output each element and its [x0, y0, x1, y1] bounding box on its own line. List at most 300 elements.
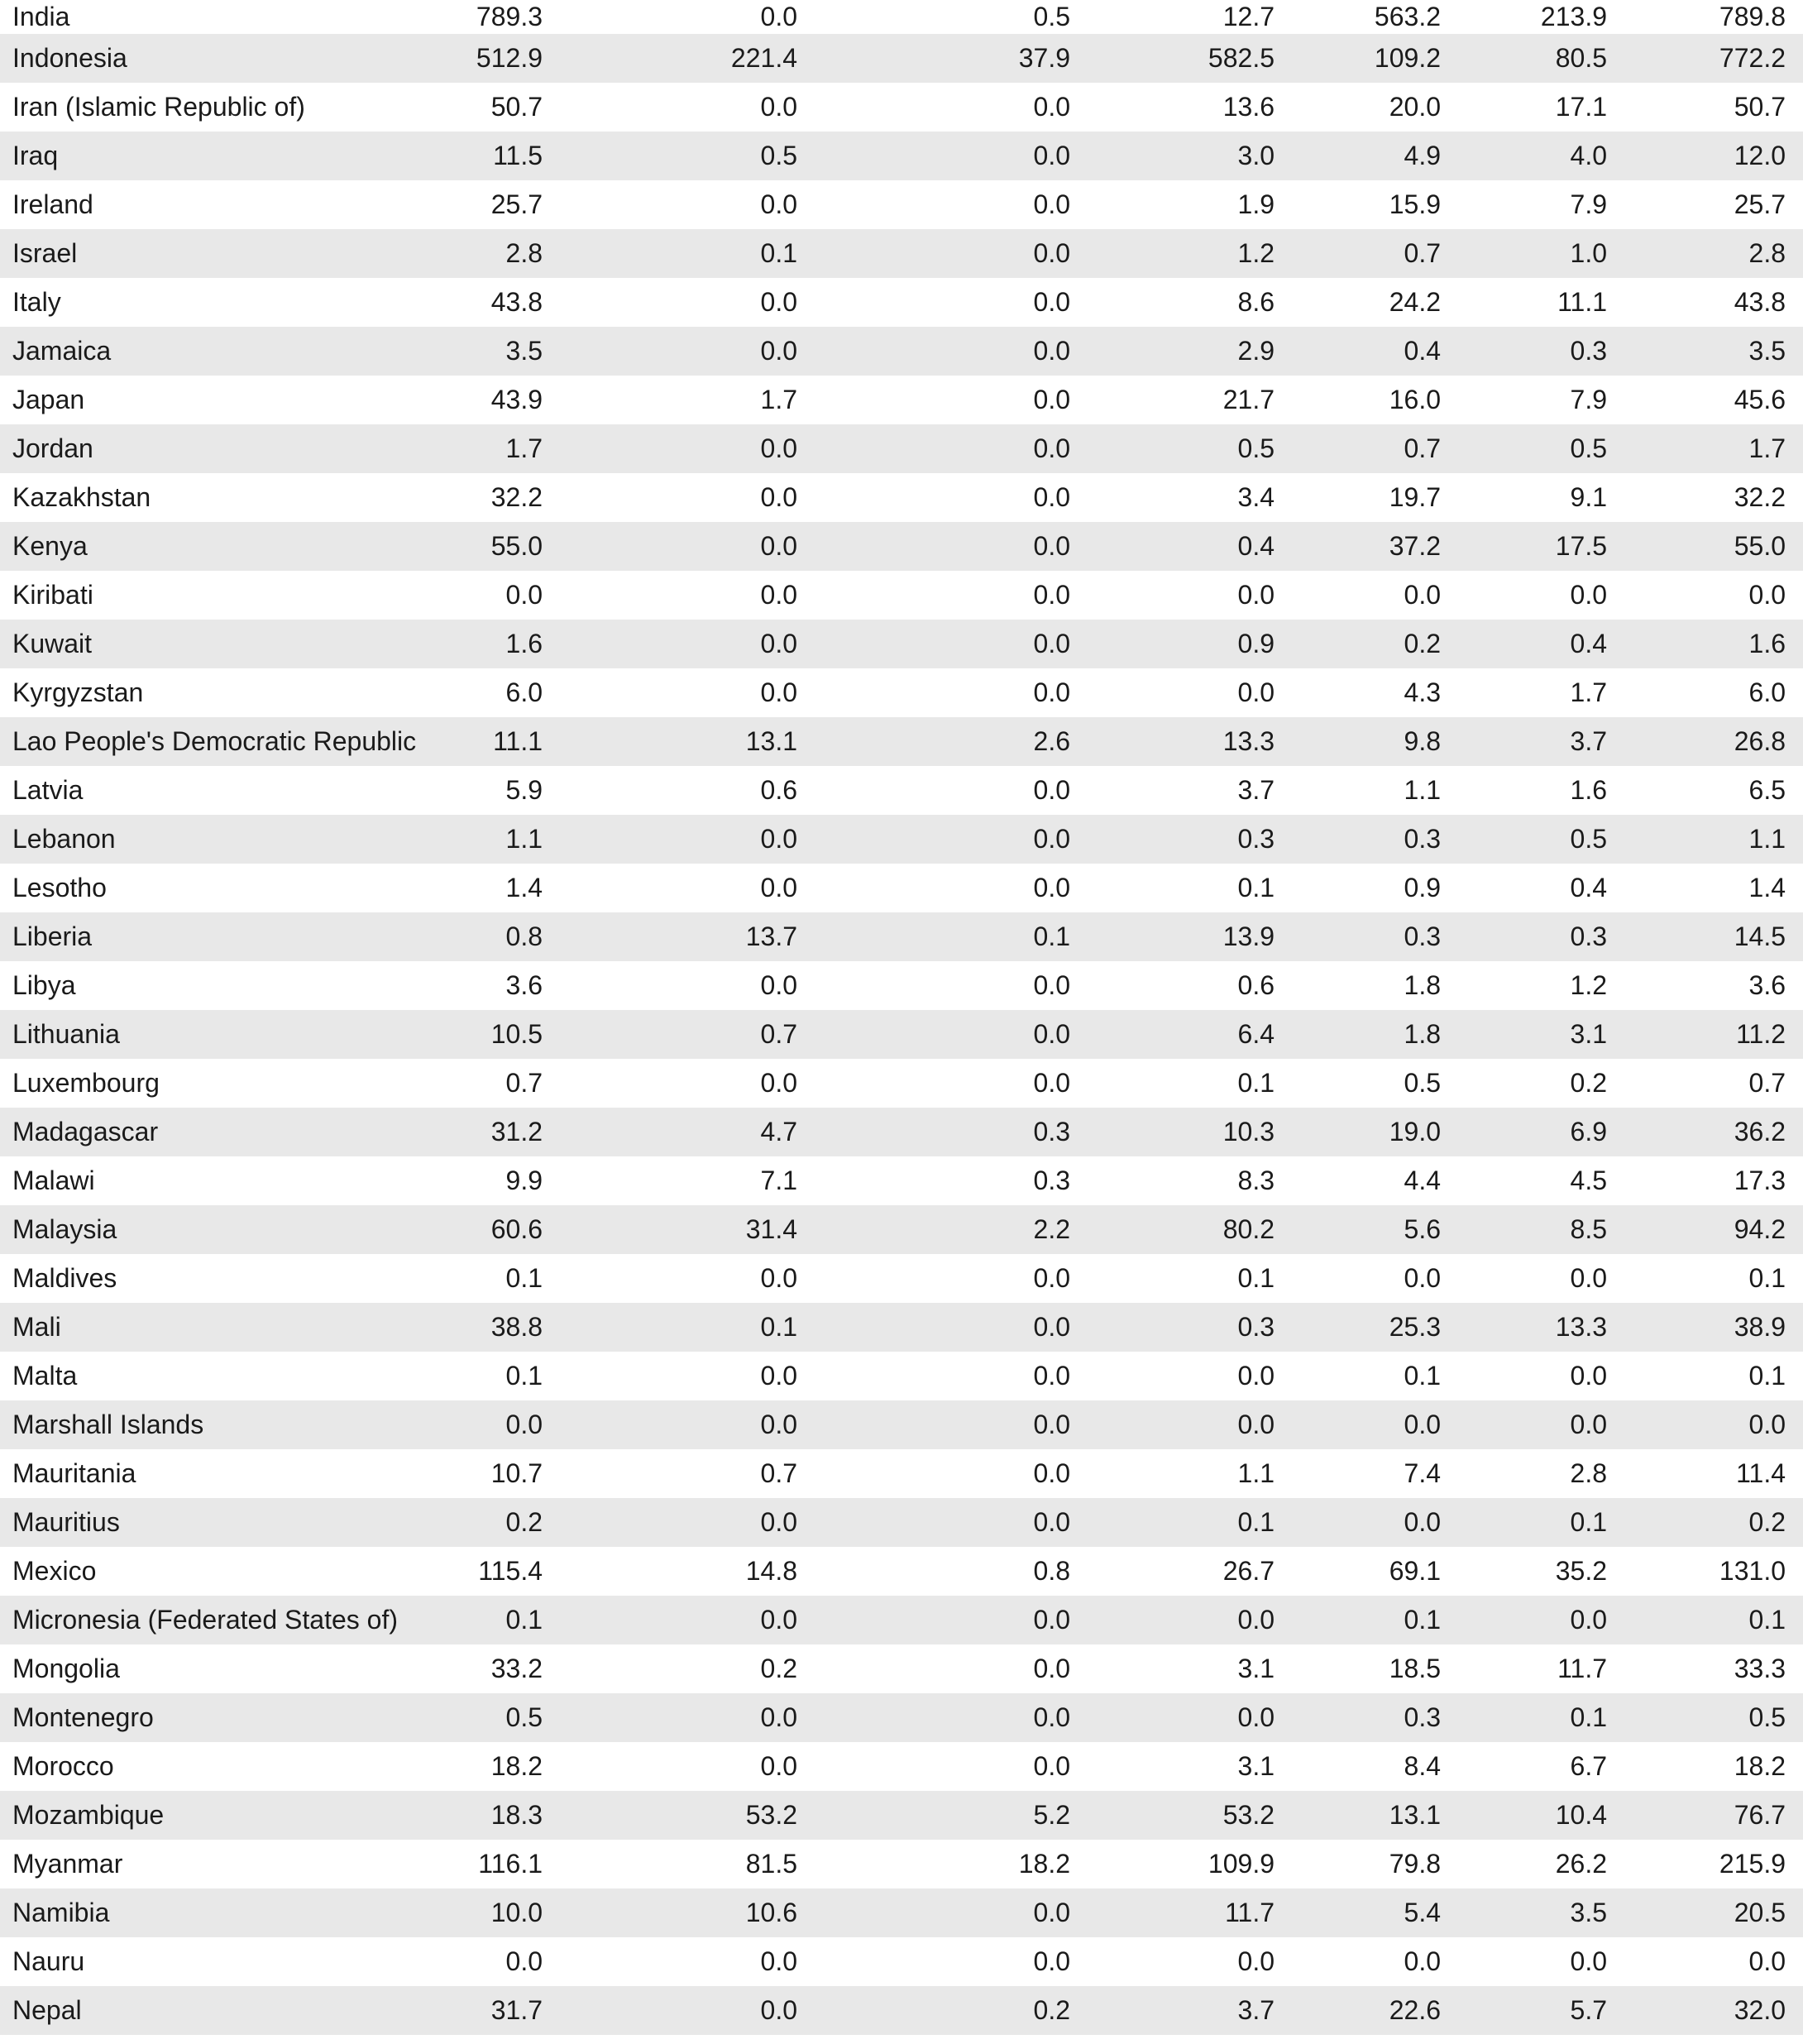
value-cell-col-7: 25.7	[1734, 189, 1786, 219]
value-cell-col-6: 7.9	[1570, 385, 1607, 414]
value-cell-col-5: 0.3	[1404, 921, 1441, 951]
value-cell-col-1: 3.6	[505, 970, 543, 1000]
country-name-cell: Mexico	[12, 1556, 97, 1586]
value-cell-col-3: 0.0	[1033, 1946, 1070, 1976]
value-cell-col-1: 10.0	[490, 1898, 543, 1927]
value-cell-col-2: 0.0	[760, 1507, 797, 1537]
value-cell-col-3: 0.0	[1033, 1898, 1070, 1927]
value-cell-col-7: 32.0	[1734, 1995, 1786, 2025]
value-cell-col-7: 55.0	[1734, 531, 1786, 561]
value-cell-col-5: 0.0	[1404, 1946, 1441, 1976]
value-cell-col-3: 18.2	[1018, 1849, 1070, 1879]
value-cell-col-2: 0.1	[760, 238, 797, 268]
value-cell-col-2: 0.0	[760, 1361, 797, 1391]
value-cell-col-5: 0.2	[1404, 629, 1441, 658]
value-cell-col-3: 0.2	[1033, 1995, 1070, 2025]
value-cell-col-5: 13.1	[1389, 1800, 1441, 1830]
value-cell-col-1: 0.5	[505, 1702, 543, 1732]
country-name-cell: Micronesia (Federated States of)	[12, 1605, 398, 1635]
value-cell-col-3: 0.3	[1033, 1166, 1070, 1195]
value-cell-col-3: 0.3	[1033, 1117, 1070, 1146]
value-cell-col-4: 1.9	[1237, 189, 1275, 219]
value-cell-col-7: 6.5	[1748, 775, 1786, 805]
table-row	[0, 1449, 1803, 1498]
value-cell-col-4: 26.7	[1222, 1556, 1275, 1586]
value-cell-col-2: 1.7	[760, 385, 797, 414]
value-cell-col-2: 0.6	[760, 775, 797, 805]
value-cell-col-6: 11.1	[1557, 287, 1607, 317]
country-name-cell: Malaysia	[12, 1214, 117, 1244]
value-cell-col-3: 0.0	[1033, 1263, 1070, 1293]
value-cell-col-5: 0.7	[1404, 238, 1441, 268]
value-cell-col-5: 4.9	[1404, 141, 1441, 170]
value-cell-col-5: 0.7	[1404, 433, 1441, 463]
value-cell-col-4: 0.0	[1237, 1946, 1275, 1976]
country-name-cell: Liberia	[12, 921, 93, 951]
value-cell-col-6: 11.7	[1557, 1654, 1607, 1683]
value-cell-col-3: 2.2	[1033, 1214, 1070, 1244]
country-name-cell: Latvia	[12, 775, 84, 805]
value-cell-col-7: 14.5	[1734, 921, 1786, 951]
value-cell-col-6: 3.1	[1570, 1019, 1607, 1049]
value-cell-col-5: 1.8	[1404, 970, 1441, 1000]
value-cell-col-3: 0.0	[1033, 1702, 1070, 1732]
value-cell-col-7: 131.0	[1719, 1556, 1786, 1586]
value-cell-col-7: 0.1	[1748, 1605, 1786, 1635]
value-cell-col-2: 0.0	[760, 433, 797, 463]
value-cell-col-3: 0.0	[1033, 1751, 1070, 1781]
value-cell-col-6: 1.2	[1570, 970, 1607, 1000]
value-cell-col-1: 5.9	[505, 775, 543, 805]
value-cell-col-2: 81.5	[745, 1849, 797, 1879]
value-cell-col-6: 0.1	[1570, 1507, 1607, 1537]
value-cell-col-3: 0.5	[1033, 2, 1070, 31]
value-cell-col-1: 18.2	[490, 1751, 543, 1781]
value-cell-col-3: 0.0	[1033, 1605, 1070, 1635]
country-name-cell: India	[12, 2, 70, 31]
value-cell-col-4: 0.6	[1237, 970, 1275, 1000]
value-cell-col-4: 13.6	[1222, 92, 1275, 122]
value-cell-col-1: 11.5	[493, 141, 543, 170]
value-cell-col-6: 8.5	[1570, 1214, 1607, 1244]
table-row	[0, 229, 1803, 278]
value-cell-col-2: 0.0	[760, 1751, 797, 1781]
value-cell-col-5: 0.0	[1404, 1263, 1441, 1293]
value-cell-col-2: 0.0	[760, 970, 797, 1000]
value-cell-col-6: 0.2	[1570, 1068, 1607, 1098]
value-cell-col-1: 33.2	[490, 1654, 543, 1683]
value-cell-col-2: 14.8	[745, 1556, 797, 1586]
table-row	[0, 34, 1803, 83]
value-cell-col-3: 0.0	[1033, 1312, 1070, 1342]
value-cell-col-2: 0.0	[760, 629, 797, 658]
value-cell-col-5: 0.1	[1404, 1361, 1441, 1391]
value-cell-col-1: 116.1	[478, 1849, 543, 1879]
value-cell-col-6: 9.1	[1570, 482, 1607, 512]
value-cell-col-7: 20.5	[1734, 1898, 1786, 1927]
table-row	[0, 815, 1803, 864]
value-cell-col-7: 1.7	[1748, 433, 1786, 463]
value-cell-col-7: 0.0	[1748, 1946, 1786, 1976]
value-cell-col-6: 0.1	[1570, 1702, 1607, 1732]
value-cell-col-6: 0.0	[1570, 1361, 1607, 1391]
value-cell-col-7: 0.0	[1748, 580, 1786, 610]
value-cell-col-4: 3.1	[1237, 1654, 1275, 1683]
country-name-cell: Kazakhstan	[12, 482, 151, 512]
value-cell-col-7: 772.2	[1719, 43, 1786, 73]
value-cell-col-2: 221.4	[730, 43, 797, 73]
value-cell-col-2: 0.0	[760, 1068, 797, 1098]
table-row	[0, 1986, 1803, 2035]
table-row	[0, 1254, 1803, 1303]
value-cell-col-1: 11.1	[493, 726, 543, 756]
value-cell-col-3: 0.0	[1033, 1019, 1070, 1049]
value-cell-col-5: 0.1	[1404, 1605, 1441, 1635]
value-cell-col-4: 3.0	[1237, 141, 1275, 170]
value-cell-col-6: 0.3	[1570, 921, 1607, 951]
value-cell-col-3: 0.0	[1033, 531, 1070, 561]
value-cell-col-1: 0.8	[505, 921, 543, 951]
country-name-cell: Montenegro	[12, 1702, 154, 1732]
value-cell-col-6: 6.9	[1570, 1117, 1607, 1146]
table-row	[0, 1742, 1803, 1791]
value-cell-col-6: 0.0	[1570, 580, 1607, 610]
value-cell-col-4: 0.1	[1237, 873, 1275, 902]
table-row	[0, 522, 1803, 571]
value-cell-col-3: 0.0	[1033, 775, 1070, 805]
value-cell-col-5: 0.4	[1404, 336, 1441, 366]
value-cell-col-4: 0.5	[1237, 433, 1275, 463]
value-cell-col-4: 10.3	[1222, 1117, 1275, 1146]
value-cell-col-5: 19.7	[1389, 482, 1441, 512]
value-cell-col-6: 213.9	[1540, 2, 1607, 31]
value-cell-col-3: 0.0	[1033, 385, 1070, 414]
value-cell-col-7: 50.7	[1734, 92, 1786, 122]
value-cell-col-5: 79.8	[1389, 1849, 1441, 1879]
value-cell-col-3: 0.0	[1033, 580, 1070, 610]
value-cell-col-1: 0.0	[505, 580, 543, 610]
value-cell-col-5: 0.0	[1404, 580, 1441, 610]
value-cell-col-4: 0.0	[1237, 1410, 1275, 1439]
value-cell-col-4: 21.7	[1222, 385, 1275, 414]
table-row	[0, 1400, 1803, 1449]
value-cell-col-7: 11.2	[1736, 1019, 1786, 1049]
country-name-cell: Luxembourg	[12, 1068, 160, 1098]
value-cell-col-4: 109.9	[1208, 1849, 1275, 1879]
table-row	[0, 1937, 1803, 1986]
value-cell-col-5: 22.6	[1389, 1995, 1441, 2025]
table-row	[0, 766, 1803, 815]
value-cell-col-4: 0.1	[1237, 1507, 1275, 1537]
country-name-cell: Nauru	[12, 1946, 85, 1976]
country-name-cell: Israel	[12, 238, 78, 268]
value-cell-col-5: 0.5	[1404, 1068, 1441, 1098]
country-name-cell: Lithuania	[12, 1019, 120, 1049]
value-cell-col-5: 1.1	[1404, 775, 1441, 805]
value-cell-col-5: 18.5	[1389, 1654, 1441, 1683]
value-cell-col-1: 10.5	[490, 1019, 543, 1049]
value-cell-col-7: 36.2	[1734, 1117, 1786, 1146]
value-cell-col-7: 0.0	[1748, 1410, 1786, 1439]
value-cell-col-7: 12.0	[1734, 141, 1786, 170]
country-name-cell: Kuwait	[12, 629, 93, 658]
country-name-cell: Japan	[12, 385, 85, 414]
value-cell-col-3: 0.0	[1033, 1068, 1070, 1098]
value-cell-col-4: 12.7	[1222, 2, 1275, 31]
value-cell-col-4: 0.0	[1237, 1361, 1275, 1391]
value-cell-col-5: 5.6	[1404, 1214, 1441, 1244]
value-cell-col-7: 789.8	[1719, 2, 1786, 31]
value-cell-col-5: 0.3	[1404, 1702, 1441, 1732]
country-name-cell: Namibia	[12, 1898, 110, 1927]
value-cell-col-5: 5.4	[1404, 1898, 1441, 1927]
value-cell-col-3: 0.0	[1033, 141, 1070, 170]
country-name-cell: Italy	[12, 287, 61, 317]
table-row	[0, 1108, 1803, 1156]
value-cell-col-2: 0.0	[760, 287, 797, 317]
country-name-cell: Nepal	[12, 1995, 82, 2025]
table-row	[0, 278, 1803, 327]
value-cell-col-1: 18.3	[490, 1800, 543, 1830]
value-cell-col-1: 43.9	[490, 385, 543, 414]
value-cell-col-4: 0.0	[1237, 580, 1275, 610]
value-cell-col-4: 1.1	[1237, 1458, 1275, 1488]
value-cell-col-7: 0.1	[1748, 1263, 1786, 1293]
value-cell-col-4: 8.3	[1237, 1166, 1275, 1195]
value-cell-col-1: 31.7	[490, 1995, 543, 2025]
country-name-cell: Mauritania	[12, 1458, 136, 1488]
value-cell-col-3: 0.0	[1033, 1410, 1070, 1439]
value-cell-col-2: 0.0	[760, 1995, 797, 2025]
value-cell-col-7: 1.6	[1748, 629, 1786, 658]
value-cell-col-6: 4.0	[1570, 141, 1607, 170]
value-cell-col-1: 25.7	[490, 189, 543, 219]
value-cell-col-2: 0.0	[760, 531, 797, 561]
value-cell-col-6: 0.0	[1570, 1605, 1607, 1635]
value-cell-col-6: 0.4	[1570, 873, 1607, 902]
table-row	[0, 864, 1803, 912]
table-row	[0, 620, 1803, 668]
value-cell-col-1: 50.7	[490, 92, 543, 122]
table-row	[0, 473, 1803, 522]
value-cell-col-2: 0.0	[760, 1702, 797, 1732]
value-cell-col-4: 0.0	[1237, 1605, 1275, 1635]
value-cell-col-2: 7.1	[760, 1166, 797, 1195]
value-cell-col-3: 0.0	[1033, 873, 1070, 902]
value-cell-col-1: 1.7	[505, 433, 543, 463]
value-cell-col-3: 0.0	[1033, 970, 1070, 1000]
table-row	[0, 1010, 1803, 1059]
table-row	[0, 1059, 1803, 1108]
value-cell-col-6: 1.6	[1570, 775, 1607, 805]
table-row	[0, 1547, 1803, 1596]
value-cell-col-5: 24.2	[1389, 287, 1441, 317]
value-cell-col-1: 38.8	[490, 1312, 543, 1342]
table-row	[0, 1644, 1803, 1693]
value-cell-col-1: 3.5	[505, 336, 543, 366]
value-cell-col-7: 3.5	[1748, 336, 1786, 366]
table-row	[0, 376, 1803, 424]
value-cell-col-7: 18.2	[1734, 1751, 1786, 1781]
table-row	[0, 1352, 1803, 1400]
value-cell-col-2: 53.2	[745, 1800, 797, 1830]
value-cell-col-4: 0.0	[1237, 1702, 1275, 1732]
value-cell-col-2: 4.7	[760, 1117, 797, 1146]
value-cell-col-4: 0.4	[1237, 531, 1275, 561]
value-cell-col-6: 10.4	[1555, 1800, 1607, 1830]
country-name-cell: Myanmar	[12, 1849, 123, 1879]
value-cell-col-3: 37.9	[1018, 43, 1070, 73]
value-cell-col-2: 0.0	[760, 482, 797, 512]
country-name-cell: Madagascar	[12, 1117, 159, 1146]
value-cell-col-2: 0.7	[760, 1019, 797, 1049]
value-cell-col-4: 0.9	[1237, 629, 1275, 658]
value-cell-col-6: 3.7	[1570, 726, 1607, 756]
value-cell-col-6: 80.5	[1555, 43, 1607, 73]
value-cell-col-7: 0.2	[1748, 1507, 1786, 1537]
value-cell-col-3: 0.0	[1033, 238, 1070, 268]
value-cell-col-2: 0.2	[760, 1654, 797, 1683]
value-cell-col-4: 53.2	[1222, 1800, 1275, 1830]
value-cell-col-7: 45.6	[1734, 385, 1786, 414]
value-cell-col-6: 6.7	[1570, 1751, 1607, 1781]
value-cell-col-5: 69.1	[1389, 1556, 1441, 1586]
value-cell-col-1: 43.8	[490, 287, 543, 317]
value-cell-col-2: 0.0	[760, 1263, 797, 1293]
value-cell-col-6: 0.3	[1570, 336, 1607, 366]
country-name-cell: Lesotho	[12, 873, 107, 902]
value-cell-col-7: 26.8	[1734, 726, 1786, 756]
value-cell-col-4: 8.6	[1237, 287, 1275, 317]
value-cell-col-6: 1.7	[1570, 677, 1607, 707]
country-name-cell: Mauritius	[12, 1507, 120, 1537]
value-cell-col-4: 0.1	[1237, 1263, 1275, 1293]
value-cell-col-2: 13.7	[745, 921, 797, 951]
table-row	[0, 1791, 1803, 1840]
value-cell-col-4: 582.5	[1208, 43, 1275, 73]
value-cell-col-5: 25.3	[1389, 1312, 1441, 1342]
value-cell-col-6: 5.7	[1570, 1995, 1607, 2025]
value-cell-col-4: 0.3	[1237, 824, 1275, 854]
table-row	[0, 132, 1803, 180]
value-cell-col-7: 33.3	[1734, 1654, 1786, 1683]
value-cell-col-7: 0.7	[1748, 1068, 1786, 1098]
value-cell-col-1: 0.2	[505, 1507, 543, 1537]
country-name-cell: Marshall Islands	[12, 1410, 204, 1439]
value-cell-col-3: 0.0	[1033, 287, 1070, 317]
country-name-cell: Mali	[12, 1312, 61, 1342]
value-cell-col-6: 13.3	[1555, 1312, 1607, 1342]
country-name-cell: Libya	[12, 970, 76, 1000]
value-cell-col-3: 0.0	[1033, 1458, 1070, 1488]
value-cell-col-4: 13.9	[1222, 921, 1275, 951]
country-name-cell: Indonesia	[12, 43, 127, 73]
value-cell-col-4: 3.7	[1237, 1995, 1275, 2025]
value-cell-col-1: 55.0	[490, 531, 543, 561]
value-cell-col-1: 1.6	[505, 629, 543, 658]
value-cell-col-7: 215.9	[1719, 1849, 1786, 1879]
value-cell-col-5: 16.0	[1389, 385, 1441, 414]
value-cell-col-1: 9.9	[505, 1166, 543, 1195]
value-cell-col-2: 0.0	[760, 92, 797, 122]
value-cell-col-5: 37.2	[1389, 531, 1441, 561]
value-cell-col-2: 0.0	[760, 1410, 797, 1439]
value-cell-col-1: 512.9	[476, 43, 543, 73]
value-cell-col-7: 43.8	[1734, 287, 1786, 317]
value-cell-col-6: 4.5	[1570, 1166, 1607, 1195]
country-name-cell: Iraq	[12, 141, 59, 170]
value-cell-col-3: 0.0	[1033, 1507, 1070, 1537]
value-cell-col-2: 0.7	[760, 1458, 797, 1488]
value-cell-col-1: 0.0	[505, 1410, 543, 1439]
country-name-cell: Lebanon	[12, 824, 116, 854]
value-cell-col-6: 7.9	[1570, 189, 1607, 219]
table-row	[0, 1840, 1803, 1888]
table-row	[0, 83, 1803, 132]
value-cell-col-3: 0.0	[1033, 482, 1070, 512]
table-row	[0, 1156, 1803, 1205]
value-cell-col-7: 94.2	[1734, 1214, 1786, 1244]
value-cell-col-1: 32.2	[490, 482, 543, 512]
value-cell-col-2: 0.5	[760, 141, 797, 170]
table-row	[0, 180, 1803, 229]
country-name-cell: Maldives	[12, 1263, 117, 1293]
value-cell-col-6: 35.2	[1555, 1556, 1607, 1586]
value-cell-col-6: 0.0	[1570, 1410, 1607, 1439]
value-cell-col-3: 0.1	[1033, 921, 1070, 951]
country-name-cell: Malawi	[12, 1166, 95, 1195]
value-cell-col-1: 1.4	[505, 873, 543, 902]
table-row	[0, 912, 1803, 961]
value-cell-col-2: 0.0	[760, 1605, 797, 1635]
country-name-cell: Kenya	[12, 531, 88, 561]
table-row	[0, 961, 1803, 1010]
value-cell-col-5: 20.0	[1389, 92, 1441, 122]
table-row	[0, 1888, 1803, 1937]
value-cell-col-4: 6.4	[1237, 1019, 1275, 1049]
country-name-cell: Ireland	[12, 189, 93, 219]
value-cell-col-5: 19.0	[1389, 1117, 1441, 1146]
value-cell-col-7: 38.9	[1734, 1312, 1786, 1342]
value-cell-col-2: 0.0	[760, 580, 797, 610]
value-cell-col-7: 76.7	[1734, 1800, 1786, 1830]
table-row	[0, 424, 1803, 473]
value-cell-col-4: 3.4	[1237, 482, 1275, 512]
value-cell-col-1: 10.7	[490, 1458, 543, 1488]
value-cell-col-1: 60.6	[490, 1214, 543, 1244]
country-name-cell: Iran (Islamic Republic of)	[12, 92, 305, 122]
table-row	[0, 327, 1803, 376]
value-cell-col-5: 4.4	[1404, 1166, 1441, 1195]
value-cell-col-5: 4.3	[1404, 677, 1441, 707]
table-row	[0, 0, 1803, 34]
value-cell-col-5: 8.4	[1404, 1751, 1441, 1781]
value-cell-col-2: 0.1	[760, 1312, 797, 1342]
value-cell-col-3: 0.0	[1033, 1361, 1070, 1391]
value-cell-col-2: 0.0	[760, 873, 797, 902]
value-cell-col-3: 0.0	[1033, 1654, 1070, 1683]
table-row	[0, 571, 1803, 620]
value-cell-col-1: 1.1	[505, 824, 543, 854]
value-cell-col-4: 80.2	[1222, 1214, 1275, 1244]
value-cell-col-7: 17.3	[1734, 1166, 1786, 1195]
country-name-cell: Lao People's Democratic Republic	[12, 726, 417, 756]
value-cell-col-4: 2.9	[1237, 336, 1275, 366]
country-name-cell: Jamaica	[12, 336, 112, 366]
value-cell-col-3: 0.0	[1033, 433, 1070, 463]
value-cell-col-2: 0.0	[760, 336, 797, 366]
value-cell-col-6: 17.5	[1555, 531, 1607, 561]
